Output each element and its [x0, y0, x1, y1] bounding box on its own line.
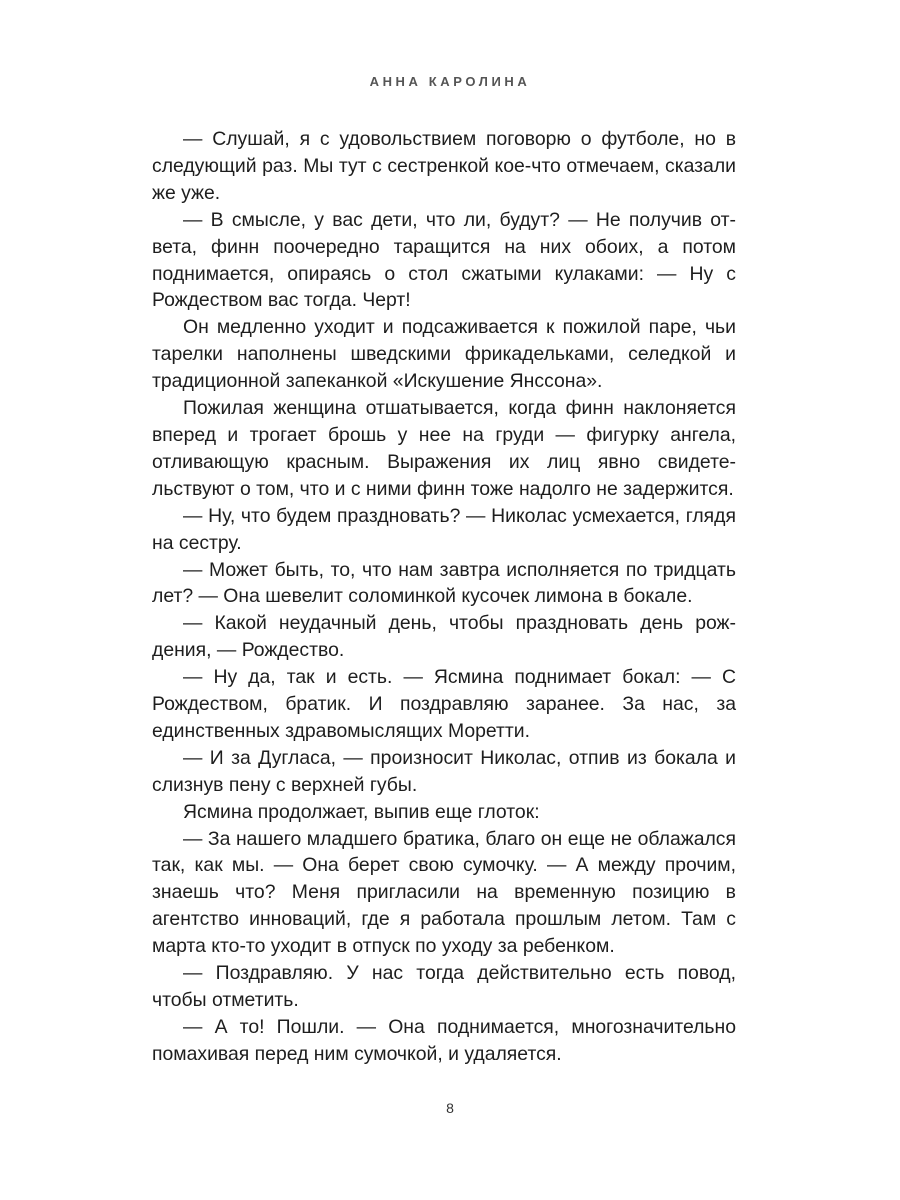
body-text: [152, 126, 736, 1068]
paragraph: — Может быть, то, что нам завтра исполняется по тридцать лет? — Она шевелит соломинкой кусочек лимона в бокале.: [152, 558, 736, 608]
paragraph: Он медленно уходит и подсаживается к пожилой паре, чьи тарелки наполнены шведскими фрикадельками, селедкой и традиционной запеканкой «Искушение Янссона».: [152, 316, 736, 393]
paragraph: — В смысле, у вас дети, что ли, будут? — Не получив ответа, финн поочередно таращится на них обоих, а потом поднимается, опираясь о стол сжатыми кулаками: — Ну с Рождеством вас тогда. Черт!: [152, 208, 736, 312]
paragraph: — Ну да, так и есть. — Ясмина поднимает бокал: — С Рождеством, братик. И поздравляю заранее. За нас, за единственных здравомыслящих Моретти.: [152, 666, 736, 742]
paragraph: — Ну, что будем праздновать? — Николас усмехается, глядя на сестру.: [152, 504, 736, 554]
paragraph: — Поздравляю. У нас тогда действительно есть повод, чтобы отметить.: [152, 962, 736, 1011]
paragraph: — Какой неудачный день, чтобы праздновать день рождения, — Рождество.: [152, 612, 736, 662]
paragraph: Пожилая женщина отшатывается, когда финн наклоняется вперед и трогает брошь у нее на груди — фигурку ангела, отливающую красным. Выражения их лиц явно свидетельствуют о том, что и с ними финн тоже надолго не задержится.: [152, 397, 736, 500]
paragraph: — За нашего младшего братика, благо он еще не облажался так, как мы. — Она берет свою сумочку. — А между прочим, знаешь что? Меня пригласили на временную позицию в агентство инноваций, где я работала прошлым летом. Там с марта кто-то уходит в отпуск по уходу за ребенком.: [152, 827, 736, 958]
running-head: АННА КАРОЛИНА: [369, 74, 531, 89]
paragraph: — Слушай, я с удовольствием поговорю о футболе, но в следующий раз. Мы тут с сестренкой кое-что отмечаем, сказали же уже.: [152, 128, 736, 204]
paragraph: — И за Дугласа, — произносит Николас, отпив из бокала и слизнув пену с верхней губы.: [152, 746, 736, 796]
paragraph: Ясмина продолжает, выпив еще глоток:: [183, 800, 540, 823]
page-number: 8: [446, 1100, 454, 1116]
paragraph: — А то! Пошли. — Она поднимается, многозначительно помахивая перед ним сумочкой, и удаляется.: [152, 1015, 736, 1065]
